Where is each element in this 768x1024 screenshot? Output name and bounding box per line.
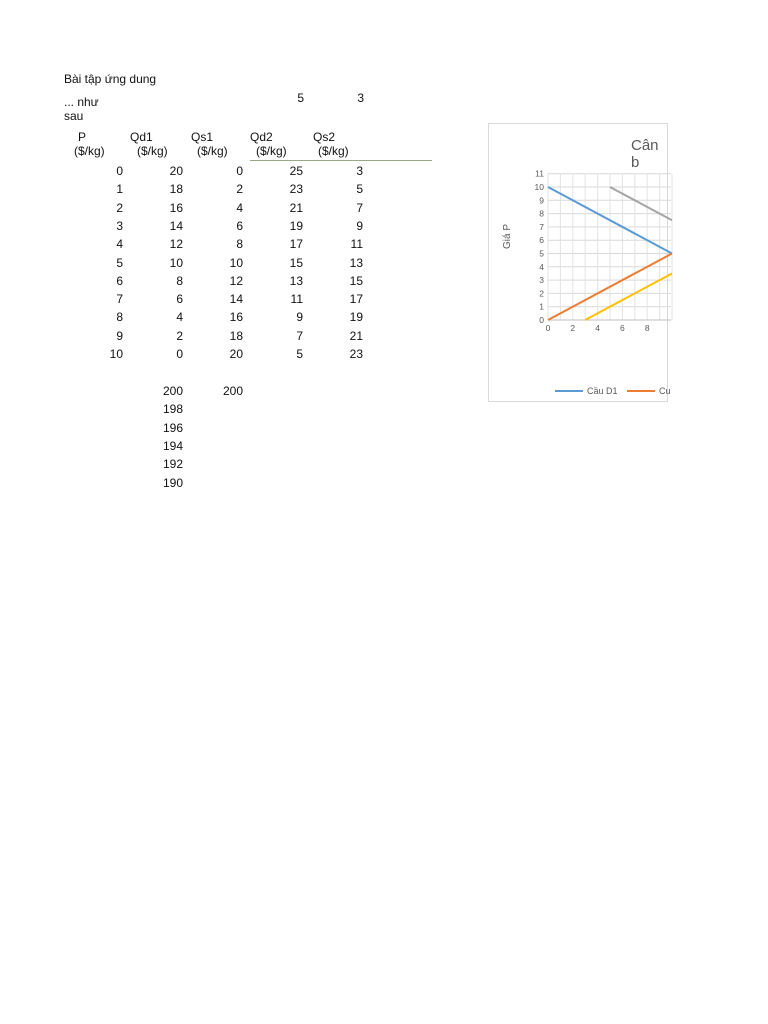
header-qs2-unit: ($/kg): [318, 144, 349, 158]
table-cell: 8: [116, 310, 123, 324]
table-cell: 1: [116, 182, 123, 196]
table-cell: 6: [116, 274, 123, 288]
table-cell: 23: [349, 347, 363, 361]
table-cell: 10: [229, 256, 243, 270]
header-p: [78, 130, 86, 144]
table-cell: 16: [229, 310, 243, 324]
table-cell: 5: [116, 256, 123, 270]
header-qd1-unit: ($/kg): [137, 144, 168, 158]
table-cell: 12: [229, 274, 243, 288]
table-cell: 16: [169, 201, 183, 215]
extra-cell: 196: [162, 421, 183, 435]
y-axis-label: Giá P: [502, 223, 513, 249]
table-cell: 12: [169, 237, 183, 251]
chart[interactable]: [488, 123, 671, 402]
table-cell: 4: [176, 310, 183, 324]
y-tick-label: 3: [539, 275, 544, 286]
note-line-1: ... như: [64, 95, 99, 109]
table-cell: 8: [176, 274, 183, 288]
x-tick-label: 0: [545, 323, 551, 333]
table-cell: 13: [349, 256, 363, 270]
note-line-2: sau: [64, 109, 84, 123]
extra-cell: 198: [162, 402, 183, 416]
table-cell: 8: [236, 237, 243, 251]
table-cell: 0: [236, 164, 243, 178]
y-tick-label: 11: [535, 168, 544, 179]
y-tick-label: 2: [539, 288, 544, 299]
table-cell: 2: [176, 329, 183, 343]
x-tick-label: 4: [595, 323, 600, 333]
sheet-title: Bài tập ứng dung: [64, 72, 157, 86]
table-cell: 13: [289, 274, 303, 288]
table-cell: 18: [229, 329, 243, 343]
table-cell: 11: [290, 292, 303, 306]
table-cell: 3: [116, 219, 123, 233]
y-tick-label: 9: [539, 195, 544, 206]
table-cell: 15: [289, 256, 303, 270]
table-cell: 18: [169, 182, 183, 196]
table-cell: 15: [349, 274, 363, 288]
table-cell: 21: [349, 329, 363, 343]
series-line-3: [610, 187, 672, 220]
table-cell: 17: [349, 292, 363, 306]
table-cell: 4: [236, 201, 243, 215]
x-tick-label: 8: [644, 323, 650, 333]
y-tick-label: 7: [539, 221, 544, 232]
table-cell: 9: [296, 310, 303, 324]
table-cell: 10: [109, 347, 123, 361]
y-tick-label: 10: [534, 182, 544, 192]
legend-swatch-1: [555, 390, 583, 392]
table-cell: 3: [356, 164, 363, 178]
extra-cell: 192: [162, 457, 183, 471]
table-cell: 11: [350, 237, 363, 251]
legend-label-2: Cu: [659, 386, 671, 396]
table-cell: 2: [236, 182, 243, 196]
table-cell: 5: [356, 182, 363, 196]
table-cell: 20: [169, 164, 183, 178]
table-cell: 17: [289, 237, 303, 251]
table-cell: 23: [289, 182, 303, 196]
value-a: 5: [297, 91, 304, 105]
table-cell: 0: [116, 164, 123, 178]
table-cell: 25: [289, 164, 303, 178]
chart-title: Cân b: [631, 137, 659, 171]
y-tick-label: 4: [539, 261, 544, 272]
table-cell: 6: [176, 292, 183, 306]
table-cell: 9: [356, 219, 363, 233]
table-cell: 14: [229, 292, 243, 306]
header-underline: [250, 160, 432, 161]
extra-cell: 194: [162, 439, 183, 453]
table-cell: 9: [116, 329, 123, 343]
table-cell: 10: [169, 256, 183, 270]
y-tick-label: 5: [539, 248, 544, 259]
table-cell: 0: [176, 347, 183, 361]
table-cell: 19: [289, 219, 303, 233]
extra-cell: 190: [162, 476, 183, 490]
header-qs1: Qs1: [191, 130, 214, 144]
table-cell: 21: [289, 201, 303, 215]
y-tick-label: 6: [539, 235, 544, 246]
table-cell: 6: [236, 219, 243, 233]
header-p-line1: P: [78, 130, 87, 144]
table-cell: 5: [296, 347, 303, 361]
header-qd2-unit: ($/kg): [256, 144, 287, 158]
table-cell: 2: [116, 201, 123, 215]
header-qs2: Qs2: [313, 130, 336, 144]
y-tick-label: 8: [539, 208, 544, 219]
legend-label-1: Cầu D1: [587, 386, 618, 396]
legend-swatch-2: [627, 390, 655, 392]
table-cell: 14: [169, 219, 183, 233]
y-tick-label: 0: [539, 315, 544, 325]
y-tick-label: 1: [539, 301, 544, 312]
header-qd2: Qd2: [250, 130, 273, 144]
extra-qs1-value: 200: [222, 384, 243, 398]
value-b: 3: [357, 91, 364, 105]
header-qs1-unit: ($/kg): [197, 144, 228, 158]
table-cell: 4: [116, 237, 123, 251]
legend-item-1: [555, 386, 618, 396]
table-cell: 20: [229, 347, 243, 361]
legend-item-2: [627, 386, 671, 396]
x-tick-label: 2: [570, 323, 576, 333]
header-p-unit: ($/kg): [74, 144, 105, 158]
table-cell: 7: [296, 329, 303, 343]
header-qd1: Qd1: [130, 130, 153, 144]
table-cell: 19: [349, 310, 363, 324]
table-cell: 7: [356, 201, 363, 215]
table-cell: 7: [116, 292, 123, 306]
x-tick-label: 6: [620, 323, 625, 333]
extra-cell: 200: [162, 384, 183, 398]
